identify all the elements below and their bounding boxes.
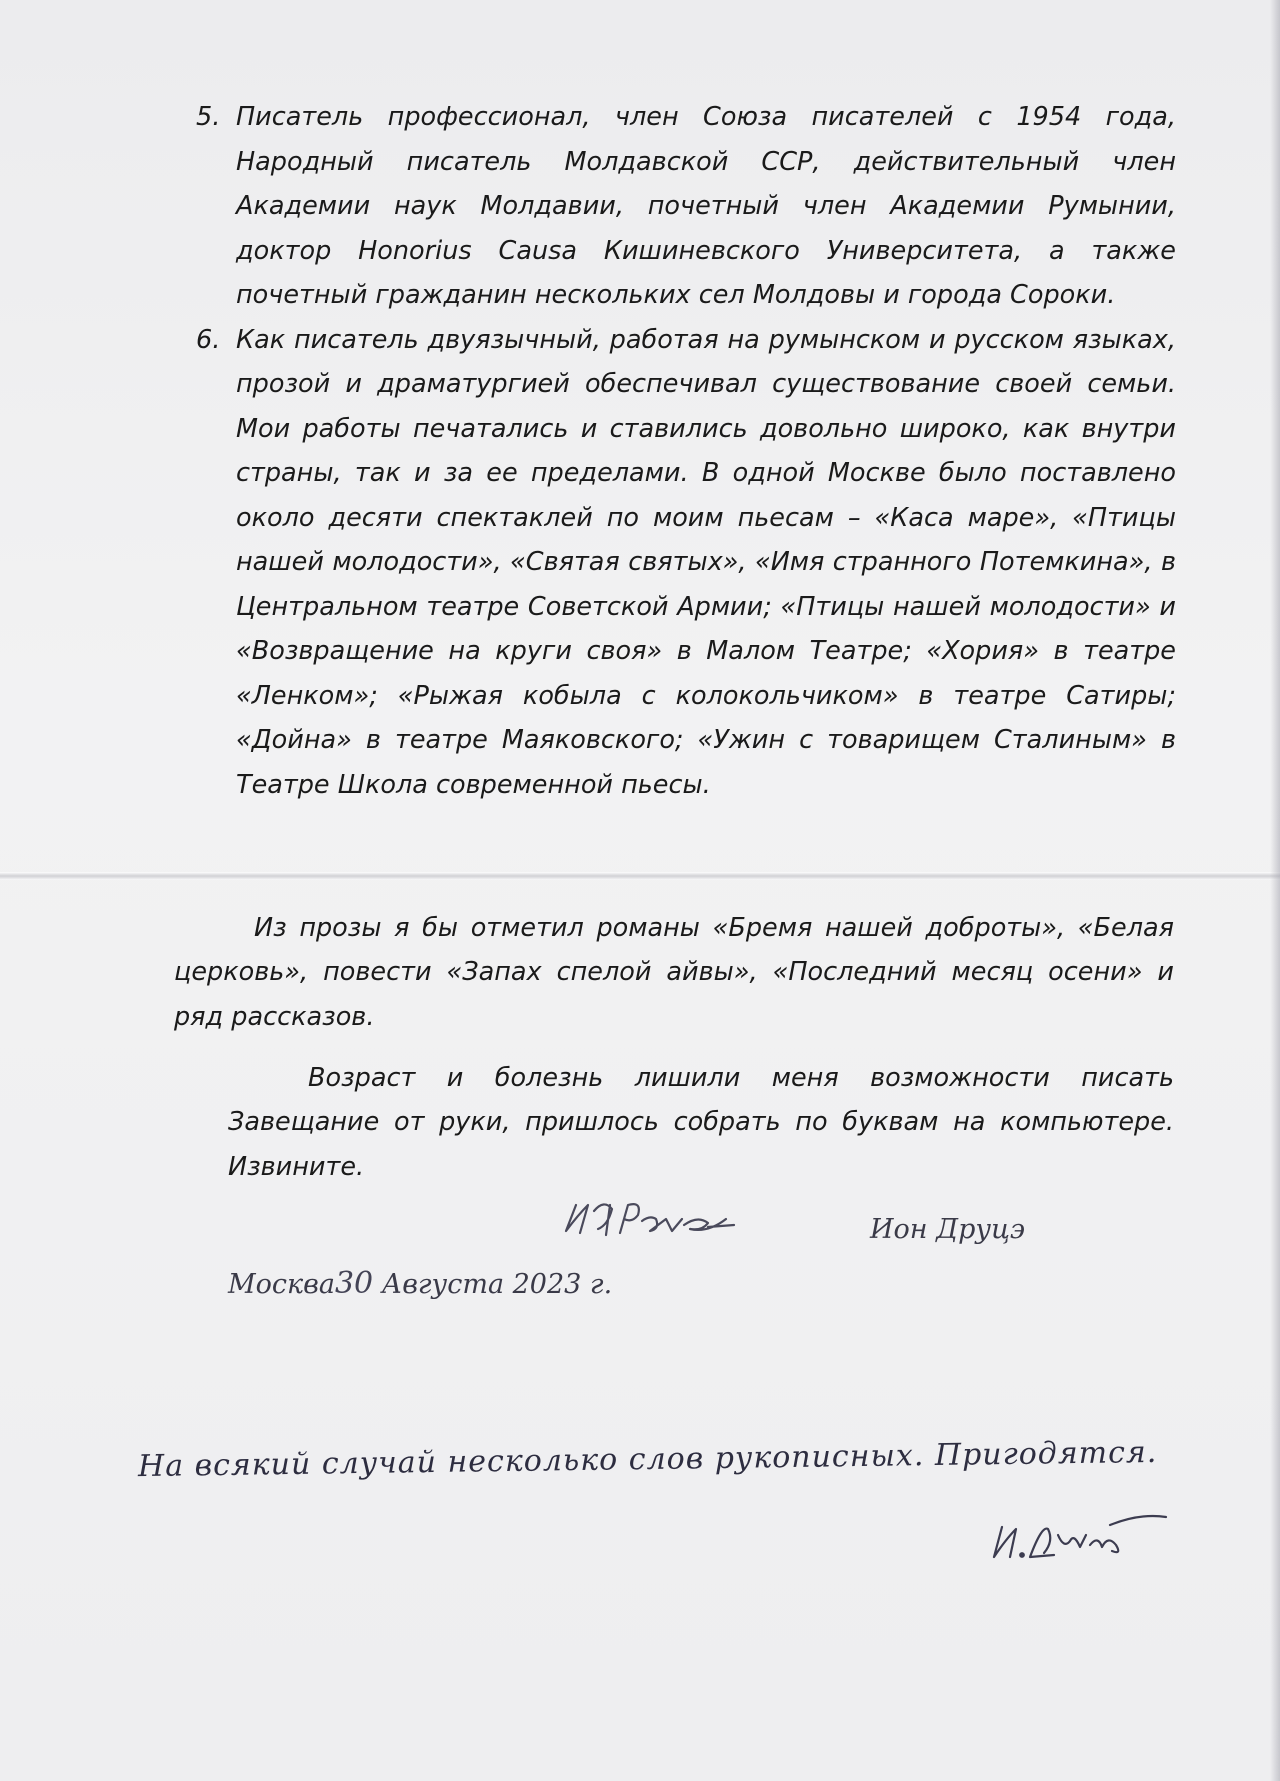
handwritten-signature [558,1185,758,1255]
list-item-number: 6. [196,324,221,355]
date-city: Москва [228,1269,335,1300]
prose-paragraph: Из прозы я бы отметил романы «Бремя нашей доброты», «Белая церковь», повести «Запах спелой айвы», «Последний месяц осени» и ряд рассказов. [174,912,1174,1032]
date-month-year: Августа 2023 г. [381,1269,613,1300]
date-day-handwritten: 30 [334,1266,374,1301]
apology-paragraph: Возраст и болезнь лишили меня возможности писать Завещание от руки, пришлось собрать по буквам на компьютере. Извините. [228,1062,1174,1182]
numbered-list [196,95,1176,807]
list-item [196,318,1176,808]
paper-edge-shadow [1270,0,1280,1781]
list-item-number: 5. [196,102,221,132]
list-item [196,95,1176,318]
note-signature [990,1505,1170,1575]
list-item-text: Писатель профессионал, член Союза писателей с 1954 года, Народный писатель Молдавской ССР, действительный член Академии наук Молдавии, почетный член Академии Румынии, доктор Honorius Causa Кишиневского Университета, а также почетный гражданин нескольких сел Молдовы и города Сороки. [236,102,1176,310]
list-item-text: Как писатель двуязычный, работая на румынском и русском языках, прозой и драматургией обеспечивал существование своей семьи. Мои работы печатались и ставились довольно широко, как внутри страны, так и за ее пределами. В одной Москве было поставлено около десяти спектаклей по моим пьесам – «Каса маре», «Птицы нашей молодости», «Святая святых», «Имя странного Потемкина», в Центральном театре Советской Армии; «Птицы нашей молодости» и «Возвращение на круги своя» в Малом Театре; «Хория» в театре «Ленком»; «Рыжая кобыла с колокольчиком» в театре Сатиры; «Дойна» в театре Маяковского; «Ужин с товарищем Сталиным» в Театре Школа современной пьесы. [236,324,1176,800]
handwritten-note: На всякий случай несколько слов рукописных. Пригодятся. [137,1434,1158,1485]
date-line [228,1262,612,1307]
signatory-name: Ион Друцэ [870,1214,1026,1245]
paper-fold [0,872,1280,880]
